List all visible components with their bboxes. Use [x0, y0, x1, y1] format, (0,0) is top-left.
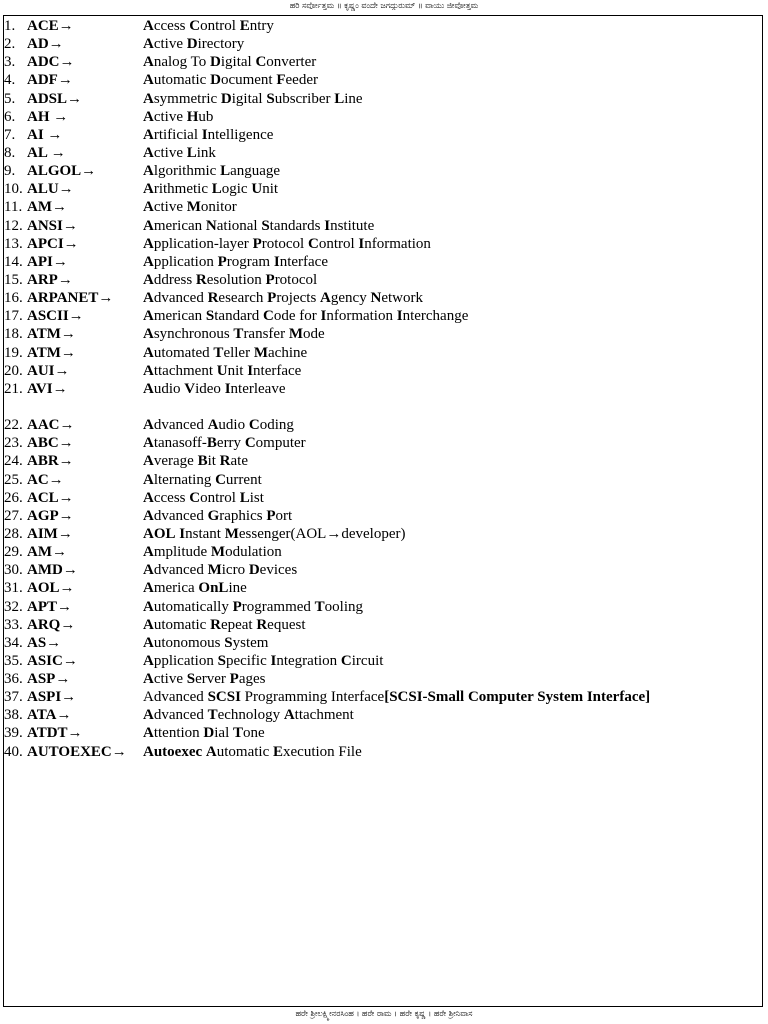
expansion: Asynchronous Transfer Mode: [143, 326, 325, 343]
list-item: [4, 579, 760, 597]
item-number: 34.: [4, 634, 23, 651]
expansion: Access Control Entry: [143, 18, 274, 34]
list-item: [4, 543, 760, 561]
item-number: 17.: [4, 308, 23, 325]
list-item: [4, 507, 760, 525]
list-item: [4, 108, 760, 126]
acronym: AS→: [27, 634, 62, 651]
acronym: AOL→: [27, 580, 75, 597]
list-item: [4, 471, 760, 489]
acronym: APT→: [27, 598, 72, 615]
expansion: Attention Dial Tone: [143, 725, 265, 742]
item-number: 19.: [4, 344, 23, 361]
list-item: [4, 706, 760, 724]
expansion: Advanced Micro Devices: [143, 562, 298, 579]
item-number: 5.: [4, 90, 16, 107]
item-number: 23.: [4, 435, 23, 452]
expansion: Alternating Current: [143, 471, 262, 488]
item-number: 6.: [4, 108, 16, 125]
item-number: 7.: [4, 126, 16, 143]
acronym: ATM→: [27, 344, 76, 361]
item-number: 8.: [4, 144, 16, 161]
item-number: 9.: [4, 163, 16, 180]
expansion: American National Standards Institute: [143, 217, 375, 234]
expansion: Automatic Repeat Request: [143, 616, 306, 633]
acronym: AI →: [27, 126, 63, 143]
list-item: [4, 525, 760, 543]
expansion: Algorithmic Language: [143, 163, 281, 180]
expansion: Active Link: [143, 144, 216, 161]
list-item: [4, 362, 760, 380]
expansion: Autoexec Automatic Execution File: [143, 743, 362, 760]
list-item: [4, 289, 760, 307]
list-item: [4, 670, 760, 688]
expansion: Average Bit Rate: [143, 453, 248, 470]
item-number: 40.: [4, 743, 23, 760]
item-number: 22.: [4, 417, 23, 434]
expansion: Address Resolution Protocol: [143, 271, 318, 288]
acronym: ACL→: [27, 489, 74, 506]
expansion: Artificial Intelligence: [143, 126, 274, 143]
item-number: 12.: [4, 217, 23, 234]
acronym: ANSI→: [27, 217, 78, 234]
list-item: [4, 325, 760, 343]
list-item: [4, 724, 760, 742]
expansion: Active Directory: [143, 36, 245, 53]
list-item: [4, 489, 760, 507]
expansion: Advanced Graphics Port: [143, 507, 293, 524]
acronym: ASIC→: [27, 652, 78, 669]
acronym: AD→: [27, 36, 64, 53]
item-number: 33.: [4, 616, 23, 633]
page-header: ಹರಿ ಸರ್ವೋತ್ತಮ ॥ ಕೃಷ್ಣಂ ವಂದೇ ಜಗದ್ಗುರುಮ್ ॥ ವಾಯು ಜೀವೋತ್ತಮ: [289, 1, 479, 10]
expansion: Active Hub: [143, 108, 214, 125]
acronym: ARQ→: [27, 616, 76, 633]
item-number: 10.: [4, 181, 23, 198]
list-item: [4, 71, 760, 89]
acronym: AIM→: [27, 525, 73, 542]
list-item: [4, 561, 760, 579]
item-number: 1.: [4, 18, 16, 34]
acronym: ATM→: [27, 326, 76, 343]
acronym: AUTOEXEC→: [27, 743, 127, 760]
expansion: Autonomous System: [143, 634, 269, 651]
item-number: 29.: [4, 544, 23, 561]
item-number: 18.: [4, 326, 23, 343]
item-number: 27.: [4, 507, 23, 524]
acronym: ABC→: [27, 435, 74, 452]
item-number: 4.: [4, 72, 16, 89]
expansion: Advanced Audio Coding: [143, 417, 294, 434]
list-item: [4, 235, 760, 253]
expansion: Automatically Programmed Tooling: [143, 598, 363, 615]
item-number: 36.: [4, 671, 23, 688]
item-number: 2.: [4, 36, 16, 53]
acronym: AL →: [27, 144, 66, 161]
acronym: AH →: [27, 108, 69, 125]
list-item: [4, 126, 760, 144]
expansion: American Standard Code for Information Interchange: [143, 308, 469, 325]
item-number: 30.: [4, 562, 23, 579]
list-item: [4, 688, 760, 706]
acronym: ATA→: [27, 707, 72, 724]
item-number: 31.: [4, 580, 23, 597]
expansion: Amplitude Modulation: [143, 544, 282, 561]
acronym: ASCII→: [27, 308, 84, 325]
list-item: [4, 743, 760, 761]
item-number: 26.: [4, 489, 23, 506]
list-item: [4, 53, 760, 71]
expansion: Analog To Digital Converter: [143, 54, 317, 71]
acronym: ADSL→: [27, 90, 83, 107]
expansion: Audio Video Interleave: [143, 380, 286, 397]
acronym: ATDT→: [27, 725, 83, 742]
list-item: [4, 416, 760, 434]
list-item: [4, 652, 760, 670]
list-item: [4, 198, 760, 216]
expansion: Application Program Interface: [143, 253, 328, 270]
item-number: 32.: [4, 598, 23, 615]
list-item: [4, 253, 760, 271]
list-item: [4, 271, 760, 289]
list-item: [4, 90, 760, 108]
item-number: 13.: [4, 235, 23, 252]
expansion: AOL Instant Messenger(AOL→developer): [143, 525, 406, 542]
acronym: AMD→: [27, 562, 78, 579]
acronym: ASPI→: [27, 689, 77, 706]
expansion: Atanasoff-Berry Computer: [143, 435, 306, 452]
list-item: [4, 380, 760, 398]
acronym: ASP→: [27, 671, 71, 688]
list-item: [4, 452, 760, 470]
item-number: 28.: [4, 525, 23, 542]
item-number: 16.: [4, 290, 23, 307]
item-number: 15.: [4, 271, 23, 288]
item-number: 11.: [4, 199, 23, 216]
item-number: 24.: [4, 453, 23, 470]
expansion: Advanced Research Projects Agency Network: [143, 290, 423, 307]
expansion: Advanced Technology Attachment: [143, 707, 354, 724]
list-item: [4, 162, 760, 180]
acronym: ABR→: [27, 453, 74, 470]
expansion: America OnLine: [143, 580, 247, 597]
expansion: Application Specific Integration Circuit: [143, 652, 384, 669]
item-number: 21.: [4, 380, 23, 397]
page-footer: ಹರೇ ಶ್ರೀಲಕ್ಷ್ಮೀನರಸಿಂಹ । ಹರೇ ರಾಮ । ಹರೇ ಕೃಷ್ಣ । ಹರೇ ಶ್ರೀನಿವಾಸ: [295, 1009, 473, 1018]
list-item: [4, 344, 760, 362]
acronym: APCI→: [27, 235, 79, 252]
item-number: 25.: [4, 471, 23, 488]
list-item: [4, 434, 760, 452]
item-number: 14.: [4, 253, 23, 270]
acronym: AAC→: [27, 417, 75, 434]
acronym: API→: [27, 253, 68, 270]
acronym: AC→: [27, 471, 64, 488]
expansion: Automated Teller Machine: [143, 344, 308, 361]
list-item: [4, 616, 760, 634]
list-item: [4, 17, 760, 35]
expansion: Application-layer Protocol Control Information: [143, 235, 431, 252]
expansion: Asymmetric Digital Subscriber Line: [143, 90, 363, 107]
expansion: Arithmetic Logic Unit: [143, 181, 279, 198]
acronym: AUI→: [27, 362, 70, 379]
acronym: ALGOL→: [27, 163, 97, 180]
expansion: Attachment Unit Interface: [143, 362, 302, 379]
item-number: 37.: [4, 689, 23, 706]
acronym: ADC→: [27, 54, 75, 71]
acronym-list: [4, 17, 760, 761]
item-number: 35.: [4, 652, 23, 669]
expansion: Access Control List: [143, 489, 264, 506]
list-item: [4, 180, 760, 198]
acronym: AVI→: [27, 380, 68, 397]
expansion: Active Server Pages: [143, 671, 266, 688]
list-item: [4, 144, 760, 162]
list-item: [4, 35, 760, 53]
expansion: Advanced SCSI Programming Interface[SCSI-Small Computer System Interface]: [143, 689, 651, 706]
acronym: AGP→: [27, 507, 74, 524]
list-item: [4, 634, 760, 652]
acronym: ADF→: [27, 72, 73, 89]
acronym: ALU→: [27, 181, 74, 198]
list-item: [4, 307, 760, 325]
item-number: 39.: [4, 725, 23, 742]
list-item: [4, 217, 760, 235]
acronym: ARP→: [27, 271, 73, 288]
item-number: 20.: [4, 362, 23, 379]
expansion: Automatic Document Feeder: [143, 72, 318, 89]
list-item: [4, 598, 760, 616]
acronym: ACE→: [27, 18, 74, 34]
acronym: ARPANET→: [27, 290, 114, 307]
acronym: AM→: [27, 544, 67, 561]
item-number: 38.: [4, 707, 23, 724]
item-number: 3.: [4, 54, 16, 71]
acronym: AM→: [27, 199, 67, 216]
expansion: Active Monitor: [143, 199, 237, 216]
